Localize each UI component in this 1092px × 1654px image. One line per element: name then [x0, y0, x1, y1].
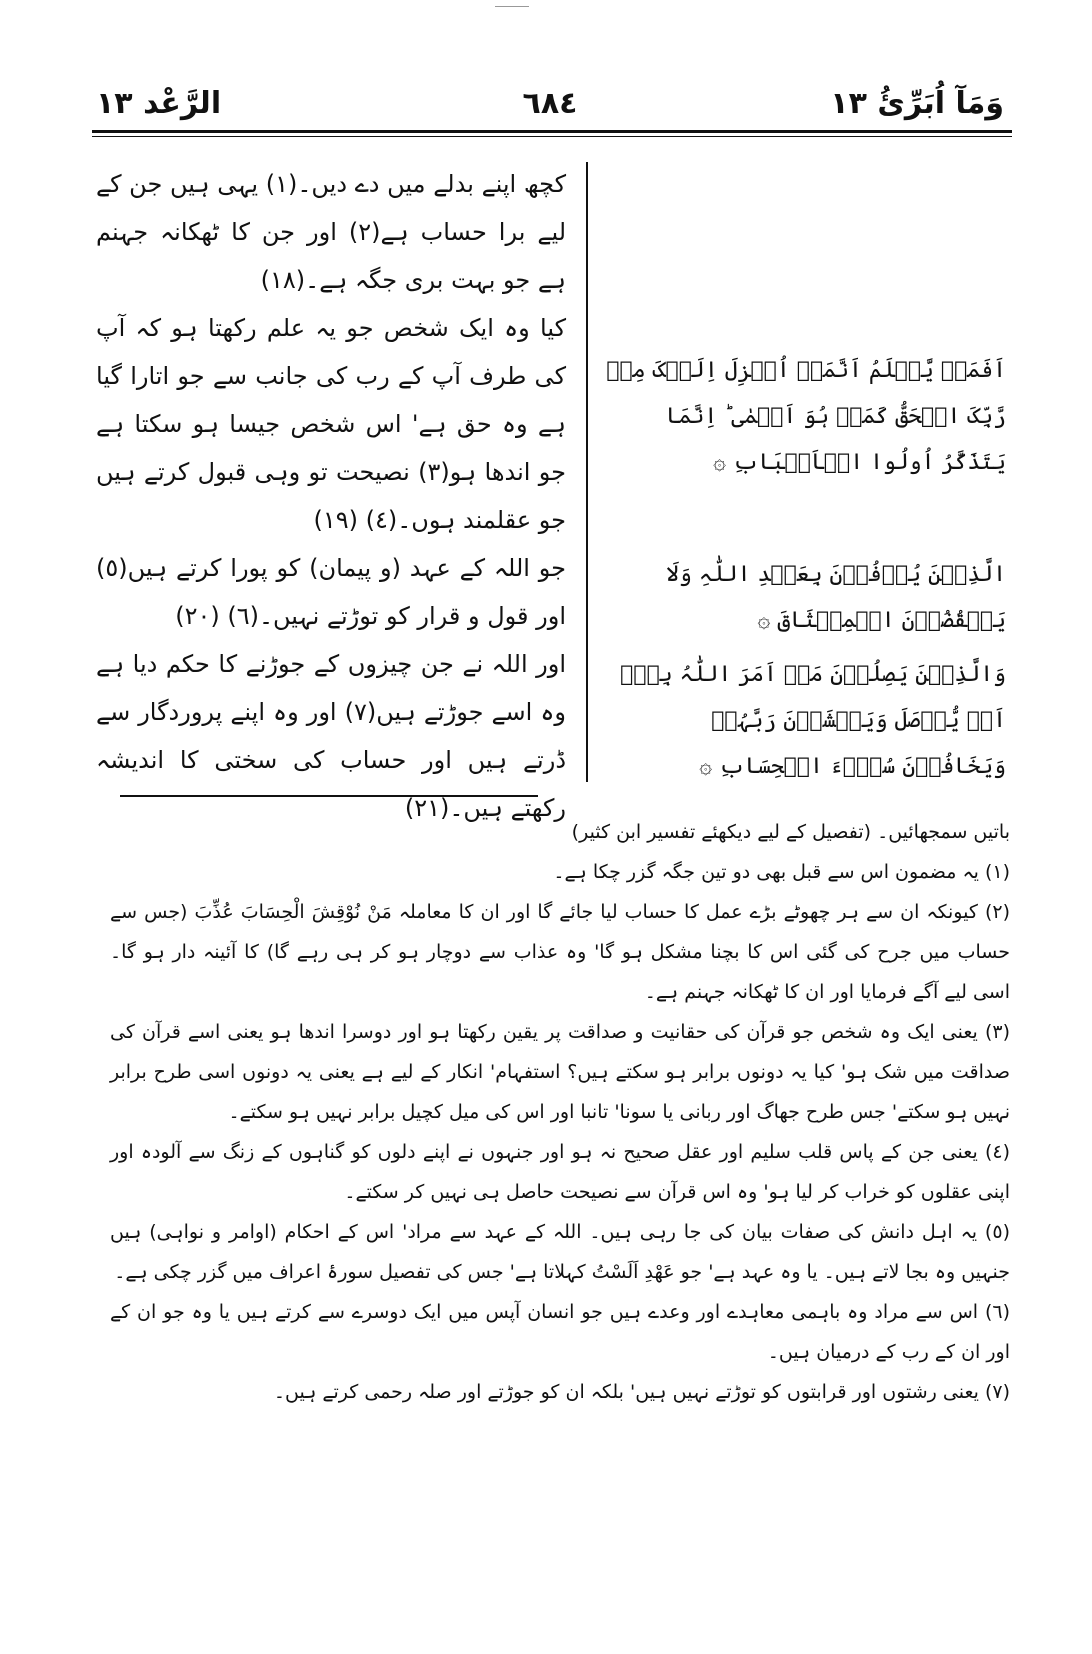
footnote-2: (٢) کیونکہ ان سے ہر چھوٹے بڑے عمل کا حساب لیا جائے گا اور ان کا معاملہ مَنْ نُوْقِشَ الْحِسَابَ عُذِّبَ (جس سے حساب میں جرح کی گئی اس کا بچنا مشکل ہو گا' وہ عذاب سے دوچار ہو کر ہی رہے گا) کا آئینہ دار ہو گا۔ اسی لیے آگے فرمایا اور ان کا ٹھکانہ جہنم ہے۔: [110, 901, 1010, 1003]
translation-verse-21: اور اللہ نے جن چیزوں کے جوڑنے کا حکم دیا ہے وہ اسے جوڑتے ہیں(٧) اور وہ اپنے پروردگار سے ڈرتے ہیں اور حساب کی سختی کا اندیشہ رکھتے ہیں۔(٢١): [96, 650, 566, 822]
arabic-verse-19-text: اَفَمَنۡ یَّعۡلَمُ اَنَّمَاۤ اُنۡزِلَ اِلَیۡکَ مِنۡ رَّبِّکَ الۡحَقُّ کَمَنۡ ہُوَ اَعۡمٰی ؕ اِنَّمَا یَتَذَکَّرُ اُولُوا الۡاَلۡبَابِ ۞: [606, 358, 1006, 475]
footnote-7: (٧) یعنی رشتوں اور قرابتوں کو توڑتے نہیں ہیں' بلکہ ان کو جوڑتے اور صلہ رحمی کرتے ہیں۔: [273, 1381, 1010, 1403]
column-divider: [586, 162, 588, 782]
footnote-3: (٣) یعنی ایک وہ شخص جو قرآن کی حقانیت و صداقت پر یقین رکھتا ہو اور دوسرا اندھا ہو یعنی اسے قرآن کی صداقت میں شک ہو' کیا یہ دونوں برابر ہو سکتے ہیں؟ استفہام' انکار کے لیے ہے یعنی یہ دونوں اسی طرح برابر نہیں ہو سکتے' جس طرح جھاگ اور ربانی یا سونا' تانبا اور اس کی میل کچیل برابر نہیں ہو سکتے۔: [110, 1021, 1010, 1123]
arabic-verse-20-text: الَّذِیۡنَ یُوۡفُوۡنَ بِعَہۡدِ اللّٰہِ وَلَا یَنۡقُضُوۡنَ الۡمِیۡثَاقَ ۞: [666, 562, 1006, 633]
arabic-verse-21-text: وَالَّذِیۡنَ یَصِلُوۡنَ مَاۤ اَمَرَ اللّٰہُ بِہٖۤ اَنۡ یُّوۡصَلَ وَیَخۡشَوۡنَ رَبَّہُمۡ وَیَخَافُوۡنَ سُوۡٓءَ الۡحِسَابِ ۞: [620, 662, 1006, 779]
footnote-1: (١) یہ مضمون اس سے قبل بھی دو تین جگہ گزر چکا ہے۔: [553, 861, 1010, 883]
header-rule: [92, 130, 1012, 133]
translation-column: [96, 160, 566, 832]
surah-name-header: الرَّعْد ١٣: [96, 86, 222, 121]
footnote-5: (٥) یہ اہل دانش کی صفات بیان کی جا رہی ہیں۔ اللہ کے عہد سے مراد' اس کے احکام (اوامر و نواہی) ہیں جنہیں وہ بجا لاتے ہیں۔ یا وہ عہد ہے' جو عَهْدِ اَلَسْتُ کہلاتا ہے' جس کی تفصیل سورۂ اعراف میں گزر چکی ہے۔: [110, 1221, 1010, 1283]
header-rule-thin: [92, 136, 1012, 137]
translation-verse-18: کچھ اپنے بدلے میں دے دیں۔(١) یہی ہیں جن کے لیے برا حساب ہے(٢) اور جن کا ٹھکانہ جہنم ہے جو بہت بری جگہ ہے۔(١٨): [96, 170, 566, 294]
arabic-verse-21: [606, 652, 1006, 790]
footnote-separator: [120, 795, 538, 797]
footnote-6: (٦) اس سے مراد وہ باہمی معاہدے اور وعدے ہیں جو انسان آپس میں ایک دوسرے سے کرتے ہیں یا وہ جو ان کے اور ان کے رب کے درمیان ہیں۔: [110, 1301, 1010, 1363]
page-number: ٦٨٤: [522, 86, 578, 121]
arabic-verse-19: [606, 348, 1006, 486]
footnotes: [110, 812, 1010, 1412]
footnote-4: (٤) یعنی جن کے پاس قلب سلیم اور عقل صحیح نہ ہو اور جنہوں نے اپنے دلوں کو گناہوں کے زنگ سے آلودہ اور اپنی عقلوں کو خراب کر لیا ہو' وہ اس قرآن سے نصیحت حاصل ہی نہیں کر سکتے۔: [110, 1141, 1010, 1203]
translation-verse-20: جو اللہ کے عہد (و پیمان) کو پورا کرتے ہیں(٥) اور قول و قرار کو توڑتے نہیں۔(٦) (٢٠): [96, 554, 566, 630]
top-mark: [495, 6, 529, 7]
footnote-continuation: باتیں سمجھائیں۔ (تفصیل کے لیے دیکھئے تفسیر ابن کثیر): [571, 821, 1010, 843]
para-name-header: وَمَآ اُبَرِّئُ ١٣: [830, 86, 1004, 121]
translation-verse-19: کیا وہ ایک شخص جو یہ علم رکھتا ہو کہ آپ کی طرف آپ کے رب کی جانب سے جو اتارا گیا ہے وہ حق ہے' اس شخص جیسا ہو سکتا ہے جو اندھا ہو(٣) نصیحت تو وہی قبول کرتے ہیں جو عقلمند ہوں۔(٤) (١٩): [96, 314, 566, 534]
arabic-verse-20: [606, 552, 1006, 644]
